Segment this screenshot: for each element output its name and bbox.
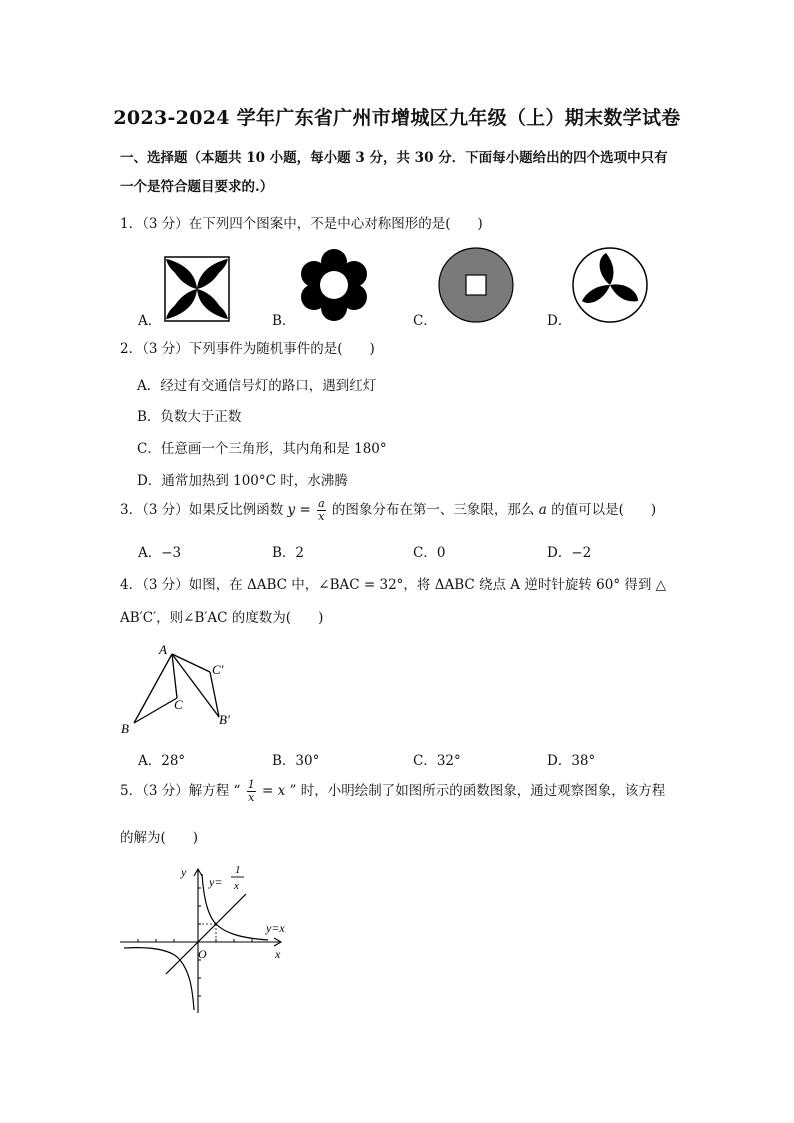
q5-frac-den: x <box>248 791 255 804</box>
section-heading-line1: 一、选择题（本题共 10 小题，每小题 3 分，共 30 分．下面每小题给出的四个选项中只有 <box>120 150 668 166</box>
q3-fraction <box>317 498 326 523</box>
page-title: 2023-2024 学年广东省广州市增城区九年级（上）期末数学试卷 <box>113 107 681 129</box>
q3-option-d: D．−2 <box>547 545 592 561</box>
q2-stem: 2．（3 分）下列事件为随机事件的是( ) <box>120 341 375 357</box>
q5-curve-label-den: x <box>234 880 239 892</box>
q3-option-a: A．−3 <box>138 545 182 561</box>
q5-frac-num: 1 <box>247 778 255 791</box>
q4-label-c-prime: C′ <box>212 662 224 677</box>
figure-c-coin <box>439 248 513 322</box>
q5-y-axis-label: y <box>181 865 187 879</box>
q3-frac-num: a <box>318 497 325 510</box>
q2-option-d: D．通常加热到 100°C 时，水沸腾 <box>137 473 348 489</box>
figure-d-three-blades <box>573 248 647 322</box>
q4-option-c: C．32° <box>413 753 461 769</box>
q3-stem <box>120 498 656 523</box>
q4-triangle-figure <box>112 640 252 740</box>
q4-stem-line2: AB′C′，则∠B′AC 的度数为( ) <box>120 610 324 626</box>
q3-stem-prefix: 3．（3 分）如果反比例函数 <box>120 502 284 518</box>
q4-label-b-prime: B′ <box>219 712 230 727</box>
q3-frac-den: x <box>318 510 325 523</box>
q4-label-a: A <box>159 642 167 657</box>
q1-option-b: B． <box>272 313 296 329</box>
q4-stem-line1: 4．（3 分）如图，在 ΔABC 中，∠BAC = 32°，将 ΔABC 绕点 A 逆时针旋转 60° 得到 △ <box>120 577 667 593</box>
q5-line-label: y=x <box>266 921 285 935</box>
figure-a-four-petal-square <box>165 257 229 321</box>
q3-option-c: C．0 <box>413 545 446 561</box>
figure-b-flower <box>301 249 367 321</box>
q5-stem-line2: 的解为( ) <box>120 830 199 846</box>
q3-option-b: B．2 <box>272 545 305 561</box>
q3-stem-suffix: 的值可以是( ) <box>551 502 657 518</box>
q2-option-a: A．经过有交通信号灯的路口，遇到红灯 <box>137 378 377 394</box>
q3-var: a <box>538 502 547 518</box>
q4-option-b: B．30° <box>272 753 320 769</box>
q5-curve-label-y: y= <box>209 875 223 889</box>
q5-curve-label-num: 1 <box>235 864 241 876</box>
q4-label-b: B <box>121 721 129 736</box>
q1-option-a: A． <box>138 313 162 329</box>
q4-option-d: D．38° <box>547 753 596 769</box>
q4-label-c: C <box>174 697 183 712</box>
q1-option-d: D． <box>547 313 572 329</box>
q5-stem-suffix: ” 时，小明绘制了如图所示的函数图象，通过观察图象，该方程 <box>289 783 666 799</box>
q5-origin-label: O <box>198 947 207 961</box>
q1-figures <box>120 245 660 330</box>
q1-stem: 1．（3 分）在下列四个图案中，不是中心对称图形的是( ) <box>120 216 483 232</box>
q2-option-b: B．负数大于正数 <box>137 409 242 425</box>
q4-option-a: A．28° <box>138 753 186 769</box>
q1-option-c: C． <box>413 313 437 329</box>
q2-option-c: C．任意画一个三角形，其内角和是 180° <box>137 441 387 457</box>
q5-fraction <box>247 779 256 804</box>
q5-stem <box>120 779 665 804</box>
section-heading-line2: 一个是符合题目要求的.） <box>120 179 274 195</box>
q5-x-axis-label: x <box>275 947 281 961</box>
q5-function-graph <box>118 858 303 1018</box>
q5-stem-eq: = x <box>262 783 286 799</box>
q5-stem-prefix: 5．（3 分）解方程 “ <box>120 783 241 799</box>
q3-y-eq: y = <box>287 502 311 518</box>
q3-stem-mid: 的图象分布在第一、三象限，那么 <box>331 502 535 518</box>
